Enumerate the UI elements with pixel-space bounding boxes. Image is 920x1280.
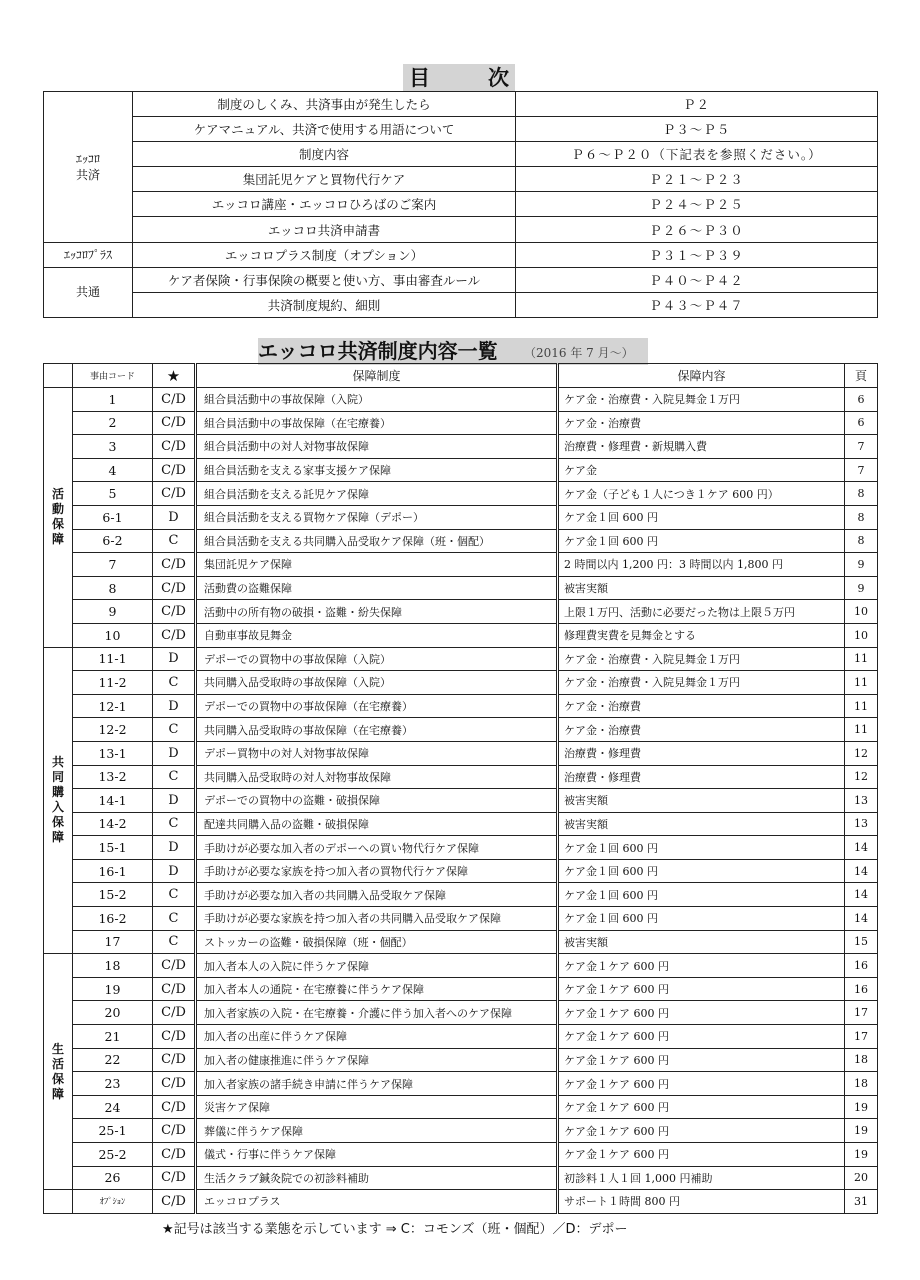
row-code: 25-1 xyxy=(73,1119,153,1143)
row-page: 7 xyxy=(845,458,878,482)
row-code: 15-1 xyxy=(73,836,153,860)
table-row xyxy=(44,883,878,907)
row-page: 16 xyxy=(845,954,878,978)
row-content: 治療費・修理費 xyxy=(558,741,845,765)
row-type: C/D xyxy=(153,1048,196,1072)
row-page: 12 xyxy=(845,765,878,789)
row-content: ケア金・治療費 xyxy=(558,694,845,718)
row-type: C xyxy=(153,529,196,553)
table-row xyxy=(44,977,878,1001)
table-row xyxy=(44,435,878,459)
row-system: 組合員活動中の事故保障（在宅療養） xyxy=(196,411,558,435)
row-type: C xyxy=(153,907,196,931)
row-type: C xyxy=(153,812,196,836)
row-page: 11 xyxy=(845,718,878,742)
coverage-table xyxy=(43,363,878,1214)
row-code: 10 xyxy=(73,623,153,647)
row-content: サポート１時間 800 円 xyxy=(558,1190,845,1214)
row-content: 初診料１人１回 1,000 円補助 xyxy=(558,1166,845,1190)
row-code: 14-2 xyxy=(73,812,153,836)
table-row xyxy=(44,836,878,860)
toc-group-label: 共通 xyxy=(44,267,133,317)
row-code: 19 xyxy=(73,977,153,1001)
row-content: ケア金１回 600 円 xyxy=(558,883,845,907)
row-code: 20 xyxy=(73,1001,153,1025)
row-type: C xyxy=(153,765,196,789)
header-system: 保障制度 xyxy=(196,364,558,388)
row-content: ケア金１ケア 600 円 xyxy=(558,1025,845,1049)
table-row xyxy=(44,482,878,506)
row-type: C xyxy=(153,930,196,954)
table-row xyxy=(44,553,878,577)
row-type: C/D xyxy=(153,458,196,482)
table-row xyxy=(44,907,878,931)
list-title-box xyxy=(258,338,648,365)
row-page: 12 xyxy=(845,741,878,765)
toc-item: エッコロ講座・エッコロひろばのご案内 xyxy=(133,192,516,217)
row-page: 18 xyxy=(845,1048,878,1072)
row-type: C/D xyxy=(153,576,196,600)
row-code: 14-1 xyxy=(73,789,153,813)
toc-item: 集団託児ケアと買物代行ケア xyxy=(133,167,516,192)
row-code: 11-1 xyxy=(73,647,153,671)
row-content: ケア金・治療費 xyxy=(558,718,845,742)
row-system: 手助けが必要な加入者のデポーへの買い物代行ケア保障 xyxy=(196,836,558,860)
row-system: 共同購入品受取時の事故保障（在宅療養） xyxy=(196,718,558,742)
row-page: 14 xyxy=(845,907,878,931)
row-page: 16 xyxy=(845,977,878,1001)
row-page: 14 xyxy=(845,836,878,860)
toc-page: Ｐ２ xyxy=(516,92,878,117)
toc-row xyxy=(44,167,878,192)
row-system: デポーでの買物中の事故保障（入院） xyxy=(196,647,558,671)
row-page: 19 xyxy=(845,1143,878,1167)
row-type: C/D xyxy=(153,1001,196,1025)
row-system: 加入者本人の通院・在宅療養に伴うケア保障 xyxy=(196,977,558,1001)
row-code: 18 xyxy=(73,954,153,978)
row-content: ケア金・治療費 xyxy=(558,411,845,435)
category-label xyxy=(44,647,73,954)
table-row xyxy=(44,1025,878,1049)
row-content: ケア金１ケア 600 円 xyxy=(558,1072,845,1096)
row-code: 6-1 xyxy=(73,505,153,529)
toc-row xyxy=(44,192,878,217)
row-system: デポー買物中の対人対物事故保障 xyxy=(196,741,558,765)
row-page: 17 xyxy=(845,1025,878,1049)
row-code: 12-2 xyxy=(73,718,153,742)
row-code: 17 xyxy=(73,930,153,954)
row-page: 14 xyxy=(845,883,878,907)
toc-page: Ｐ３１～Ｐ３９ xyxy=(516,242,878,267)
row-system: 手助けが必要な家族を持つ加入者の共同購入品受取ケア保障 xyxy=(196,907,558,931)
row-page: 20 xyxy=(845,1166,878,1190)
row-code: 13-1 xyxy=(73,741,153,765)
row-system: 組合員活動中の事故保障（入院） xyxy=(196,388,558,412)
row-system: ストッカーの盗難・破損保障（班・個配） xyxy=(196,930,558,954)
table-row xyxy=(44,812,878,836)
row-system: 共同購入品受取時の対人対物事故保障 xyxy=(196,765,558,789)
header-star: ★ xyxy=(153,364,196,388)
toc-item: 制度のしくみ、共済事由が発生したら xyxy=(133,92,516,117)
table-row xyxy=(44,411,878,435)
row-content: ケア金１ケア 600 円 xyxy=(558,1048,845,1072)
row-system: 集団託児ケア保障 xyxy=(196,553,558,577)
header-code: 事由コード xyxy=(73,364,153,388)
row-system: 加入者の健康推進に伴うケア保障 xyxy=(196,1048,558,1072)
row-code: 22 xyxy=(73,1048,153,1072)
toc-page: Ｐ４０～Ｐ４２ xyxy=(516,267,878,292)
row-code: 5 xyxy=(73,482,153,506)
table-row xyxy=(44,859,878,883)
toc-item: 制度内容 xyxy=(133,142,516,167)
toc-row xyxy=(44,217,878,242)
row-type: C xyxy=(153,671,196,695)
row-system: 自動車事故見舞金 xyxy=(196,623,558,647)
row-system: 共同購入品受取時の事故保障（入院） xyxy=(196,671,558,695)
row-type: C/D xyxy=(153,623,196,647)
row-system: エッコロプラス xyxy=(196,1190,558,1214)
row-page: 6 xyxy=(845,411,878,435)
category-label-text: 共同購入保障 xyxy=(51,755,64,845)
row-type: C/D xyxy=(153,600,196,624)
row-page: 8 xyxy=(845,482,878,506)
toc-page: Ｐ２１～Ｐ２３ xyxy=(516,167,878,192)
row-system: 葬儀に伴うケア保障 xyxy=(196,1119,558,1143)
table-row xyxy=(44,718,878,742)
row-page: 8 xyxy=(845,505,878,529)
table-header-row xyxy=(44,364,878,388)
row-content: ケア金１ケア 600 円 xyxy=(558,1143,845,1167)
category-label-text: 活動保障 xyxy=(51,487,64,547)
row-page: 7 xyxy=(845,435,878,459)
row-content: 被害実額 xyxy=(558,930,845,954)
table-row xyxy=(44,954,878,978)
row-content: 被害実額 xyxy=(558,576,845,600)
row-content: ケア金１ケア 600 円 xyxy=(558,954,845,978)
row-system: 組合員活動を支える共同購入品受取ケア保障（班・個配） xyxy=(196,529,558,553)
row-type: D xyxy=(153,859,196,883)
row-content: ケア金・治療費・入院見舞金１万円 xyxy=(558,647,845,671)
row-type: D xyxy=(153,505,196,529)
row-type: C/D xyxy=(153,1095,196,1119)
row-content: ケア金（子ども１人につき１ケア 600 円） xyxy=(558,482,845,506)
row-page: 10 xyxy=(845,600,878,624)
table-row xyxy=(44,458,878,482)
row-page: 19 xyxy=(845,1095,878,1119)
toc-row xyxy=(44,267,878,292)
toc-item: 共済制度規約、細則 xyxy=(133,292,516,317)
toc-item: エッコロ共済申請書 xyxy=(133,217,516,242)
toc-item: ケア者保険・行事保険の概要と使い方、事由審査ルール xyxy=(133,267,516,292)
toc-title: 目 次 xyxy=(403,64,515,92)
row-page: 31 xyxy=(845,1190,878,1214)
row-type: D xyxy=(153,836,196,860)
row-system: 生活クラブ鍼灸院での初診料補助 xyxy=(196,1166,558,1190)
row-code: 15-2 xyxy=(73,883,153,907)
row-page: 13 xyxy=(845,812,878,836)
row-type: C/D xyxy=(153,553,196,577)
toc-page: Ｐ２６～Ｐ３０ xyxy=(516,217,878,242)
row-code: 21 xyxy=(73,1025,153,1049)
row-type: C/D xyxy=(153,1119,196,1143)
table-row xyxy=(44,1166,878,1190)
row-page: 13 xyxy=(845,789,878,813)
row-type: C/D xyxy=(153,411,196,435)
row-system: 儀式・行事に伴うケア保障 xyxy=(196,1143,558,1167)
table-row xyxy=(44,388,878,412)
row-type: C/D xyxy=(153,388,196,412)
row-page: 11 xyxy=(845,647,878,671)
row-system: 組合員活動を支える託児ケア保障 xyxy=(196,482,558,506)
row-system: 加入者の出産に伴うケア保障 xyxy=(196,1025,558,1049)
row-type: C/D xyxy=(153,977,196,1001)
row-code: 8 xyxy=(73,576,153,600)
row-page: 18 xyxy=(845,1072,878,1096)
header-blank xyxy=(44,364,73,388)
table-row xyxy=(44,1119,878,1143)
table-row xyxy=(44,505,878,529)
table-row xyxy=(44,789,878,813)
table-row xyxy=(44,647,878,671)
row-type: C/D xyxy=(153,482,196,506)
row-code: 11-2 xyxy=(73,671,153,695)
row-system: 加入者家族の諸手続き申請に伴うケア保障 xyxy=(196,1072,558,1096)
row-content: 被害実額 xyxy=(558,789,845,813)
row-type: C/D xyxy=(153,1143,196,1167)
row-code: 25-2 xyxy=(73,1143,153,1167)
toc-group-label: ｴｯｺﾛﾌﾟﾗｽ xyxy=(44,242,133,267)
header-page: 頁 xyxy=(845,364,878,388)
row-page: 8 xyxy=(845,529,878,553)
row-type: C/D xyxy=(153,1025,196,1049)
row-content: ケア金・治療費・入院見舞金１万円 xyxy=(558,671,845,695)
row-type: C/D xyxy=(153,1166,196,1190)
toc-item: ケアマニュアル、共済で使用する用語について xyxy=(133,117,516,142)
toc-row xyxy=(44,242,878,267)
row-system: 加入者本人の入院に伴うケア保障 xyxy=(196,954,558,978)
table-row xyxy=(44,1143,878,1167)
row-code: 7 xyxy=(73,553,153,577)
row-system: 加入者家族の入院・在宅療養・介護に伴う加入者へのケア保障 xyxy=(196,1001,558,1025)
row-code: 3 xyxy=(73,435,153,459)
row-page: 19 xyxy=(845,1119,878,1143)
row-content: 修理費実費を見舞金とする xyxy=(558,623,845,647)
row-type: C/D xyxy=(153,954,196,978)
table-row xyxy=(44,529,878,553)
row-code: 24 xyxy=(73,1095,153,1119)
row-page: 6 xyxy=(845,388,878,412)
row-page: 9 xyxy=(845,553,878,577)
row-system: 手助けが必要な家族を持つ加入者の買物代行ケア保障 xyxy=(196,859,558,883)
row-system: 組合員活動を支える買物ケア保障（デポー） xyxy=(196,505,558,529)
toc-page: Ｐ２４～Ｐ２５ xyxy=(516,192,878,217)
row-type: C/D xyxy=(153,1190,196,1214)
header-content: 保障内容 xyxy=(558,364,845,388)
row-content: ケア金１回 600 円 xyxy=(558,505,845,529)
table-row xyxy=(44,1001,878,1025)
row-code: 6-2 xyxy=(73,529,153,553)
row-code: 1 xyxy=(73,388,153,412)
table-row xyxy=(44,1048,878,1072)
row-content: ケア金１回 600 円 xyxy=(558,529,845,553)
row-type: C xyxy=(153,883,196,907)
row-content: 上限１万円、活動に必要だった物は上限５万円 xyxy=(558,600,845,624)
category-label xyxy=(44,1190,73,1214)
toc-table xyxy=(43,91,878,318)
row-code: 26 xyxy=(73,1166,153,1190)
row-code: 4 xyxy=(73,458,153,482)
row-system: 手助けが必要な加入者の共同購入品受取ケア保障 xyxy=(196,883,558,907)
row-content: ケア金１回 600 円 xyxy=(558,907,845,931)
row-page: 9 xyxy=(845,576,878,600)
row-system: 組合員活動中の対人対物事故保障 xyxy=(196,435,558,459)
row-type: D xyxy=(153,741,196,765)
row-code: 9 xyxy=(73,600,153,624)
category-label xyxy=(44,954,73,1190)
table-row xyxy=(44,1072,878,1096)
row-page: 11 xyxy=(845,671,878,695)
row-page: 17 xyxy=(845,1001,878,1025)
row-system: デポーでの買物中の事故保障（在宅療養） xyxy=(196,694,558,718)
table-row xyxy=(44,1095,878,1119)
toc-row xyxy=(44,142,878,167)
row-system: 組合員活動を支える家事支援ケア保障 xyxy=(196,458,558,482)
toc-row xyxy=(44,92,878,117)
row-code: 12-1 xyxy=(73,694,153,718)
table-row xyxy=(44,671,878,695)
row-code: 16-1 xyxy=(73,859,153,883)
row-system: 災害ケア保障 xyxy=(196,1095,558,1119)
row-type: C/D xyxy=(153,1072,196,1096)
row-system: 活動中の所有物の破損・盗難・紛失保障 xyxy=(196,600,558,624)
row-type: D xyxy=(153,789,196,813)
row-content: ケア金１回 600 円 xyxy=(558,859,845,883)
row-content: 治療費・修理費 xyxy=(558,765,845,789)
row-type: C xyxy=(153,718,196,742)
toc-page: Ｐ６～Ｐ２０（下記表を参照ください。） xyxy=(516,142,878,167)
row-code: 23 xyxy=(73,1072,153,1096)
table-row xyxy=(44,765,878,789)
row-page: 14 xyxy=(845,859,878,883)
table-row xyxy=(44,741,878,765)
row-content: ケア金 xyxy=(558,458,845,482)
row-system: デポーでの買物中の盗難・破損保障 xyxy=(196,789,558,813)
toc-group-label: ｴｯｺﾛ 共済 xyxy=(44,92,133,243)
table-row xyxy=(44,930,878,954)
row-code: 2 xyxy=(73,411,153,435)
row-type: D xyxy=(153,647,196,671)
row-content: ケア金１ケア 600 円 xyxy=(558,1119,845,1143)
toc-page: Ｐ３～Ｐ５ xyxy=(516,117,878,142)
table-row xyxy=(44,1190,878,1214)
table-row xyxy=(44,623,878,647)
row-system: 活動費の盗難保障 xyxy=(196,576,558,600)
category-label-text: 生活保障 xyxy=(51,1041,64,1101)
footnote: ★記号は該当する業態を示しています ⇒ C：コモンズ（班・個配）／D：デポー xyxy=(162,1222,628,1237)
category-label xyxy=(44,388,73,648)
row-page: 10 xyxy=(845,623,878,647)
row-content: ケア金１ケア 600 円 xyxy=(558,1095,845,1119)
row-type: D xyxy=(153,694,196,718)
row-system: 配達共同購入品の盗難・破損保障 xyxy=(196,812,558,836)
table-row xyxy=(44,600,878,624)
toc-row xyxy=(44,117,878,142)
row-content: ケア金・治療費・入院見舞金１万円 xyxy=(558,388,845,412)
list-title: エッコロ共済制度内容一覧 xyxy=(258,339,498,363)
row-content: 治療費・修理費・新規購入費 xyxy=(558,435,845,459)
row-code: 13-2 xyxy=(73,765,153,789)
toc-page: Ｐ４３～Ｐ４７ xyxy=(516,292,878,317)
row-content: ケア金１回 600 円 xyxy=(558,836,845,860)
row-page: 11 xyxy=(845,694,878,718)
toc-item: エッコロプラス制度（オプション） xyxy=(133,242,516,267)
row-content: ケア金１ケア 600 円 xyxy=(558,1001,845,1025)
row-code: ｵﾌﾟｼｮﾝ xyxy=(73,1190,153,1214)
row-code: 16-2 xyxy=(73,907,153,931)
table-row xyxy=(44,576,878,600)
row-type: C/D xyxy=(153,435,196,459)
toc-row xyxy=(44,292,878,317)
row-content: ケア金１ケア 600 円 xyxy=(558,977,845,1001)
row-content: 2 時間以内 1,200 円：3 時間以内 1,800 円 xyxy=(558,553,845,577)
list-subtitle: （2016 年 7 月～） xyxy=(524,346,634,360)
row-page: 15 xyxy=(845,930,878,954)
row-content: 被害実額 xyxy=(558,812,845,836)
table-row xyxy=(44,694,878,718)
